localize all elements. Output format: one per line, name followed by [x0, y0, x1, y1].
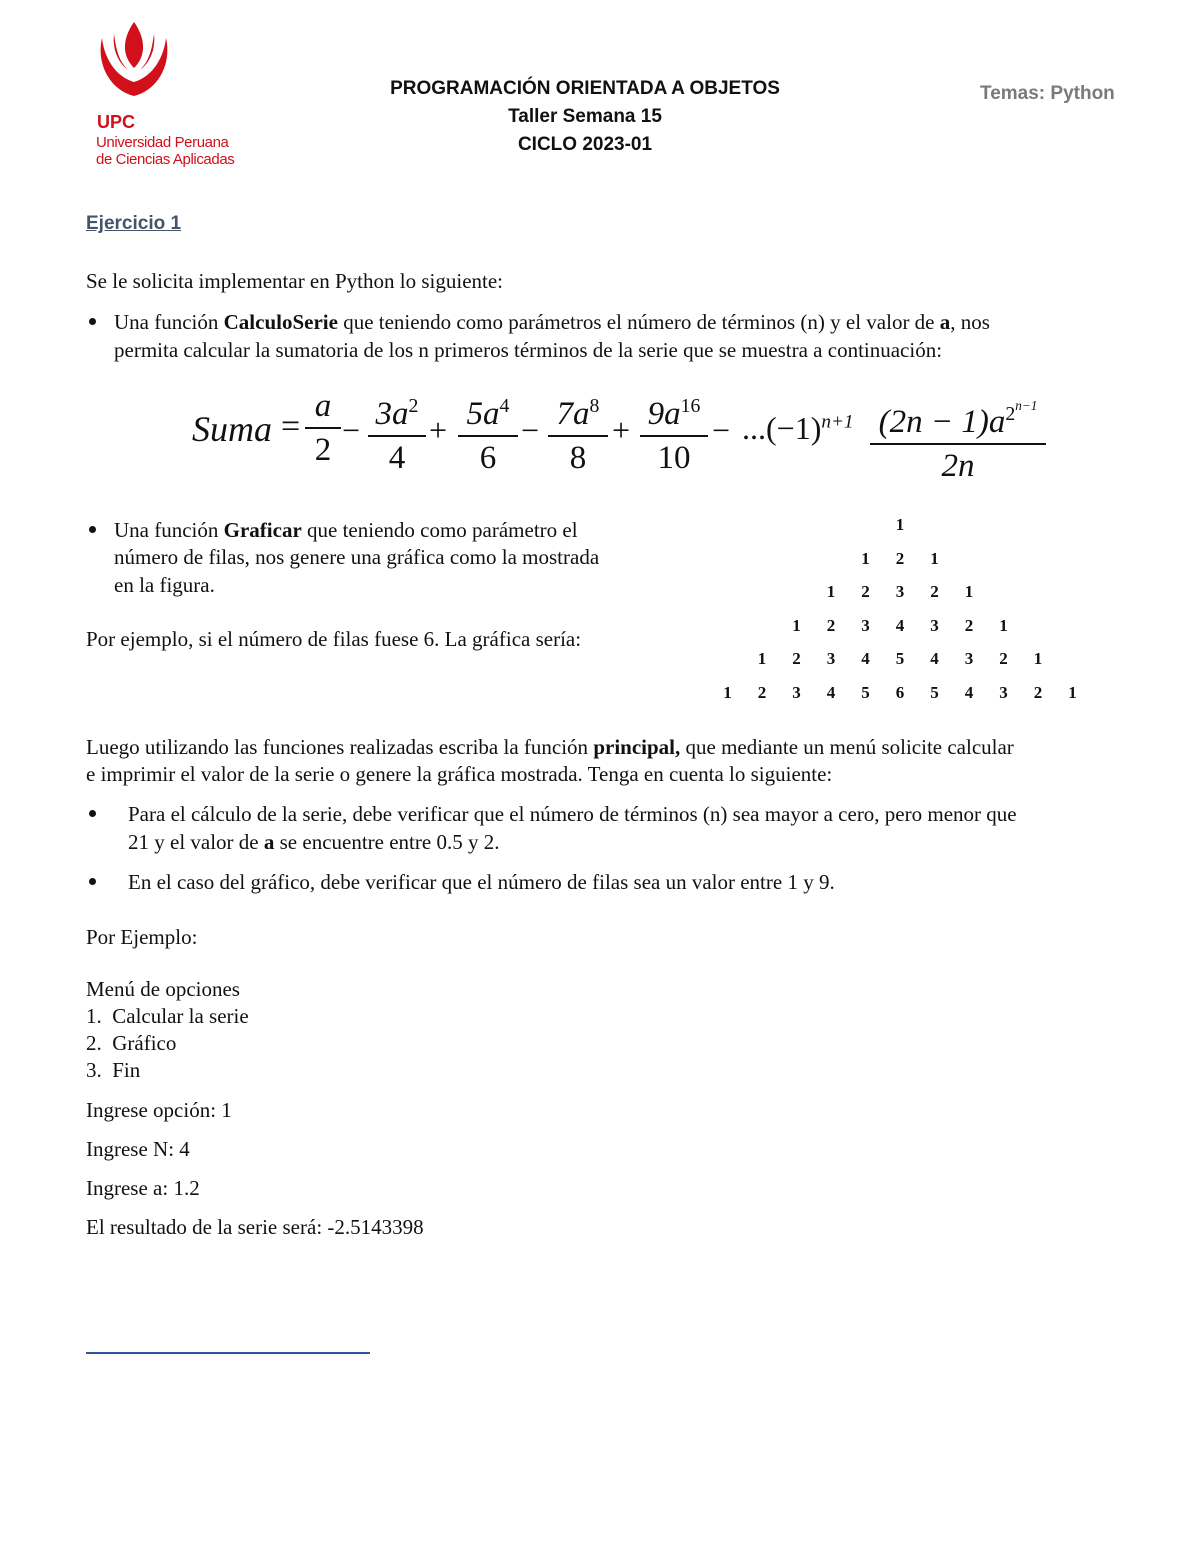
logo-line1: Universidad Peruana: [96, 134, 229, 151]
formula-term-5: [640, 388, 708, 476]
formula-op-5: −: [712, 412, 731, 448]
formula-term-2: [368, 388, 426, 476]
term5-exp: 16: [680, 395, 701, 417]
triangle-number: 3: [999, 682, 1008, 702]
triangle-number: 4: [930, 649, 939, 668]
term3-num: 5a: [466, 396, 500, 432]
formula-op-1: −: [342, 412, 361, 448]
formula-term-3: [458, 388, 518, 476]
triangle-number: 1: [1068, 682, 1077, 702]
io-option: Ingrese opción: 1: [86, 1098, 232, 1122]
triangle-number: 2: [826, 615, 836, 635]
term6-exp2: n−1: [1015, 398, 1038, 413]
rule1-param-a: a: [263, 830, 275, 854]
formula-equals: =: [281, 408, 301, 445]
term6-den: 2n: [941, 448, 975, 484]
example-label: Por Ejemplo:: [86, 925, 198, 949]
triangle-number: 2: [792, 649, 801, 668]
bullet1-pre: Una función: [114, 310, 224, 334]
term5-num: 9a: [647, 396, 681, 432]
logo-acronym: UPC: [97, 112, 136, 132]
bullet1-function-name: CalculoSerie: [223, 310, 338, 334]
triangle-number: 1: [930, 548, 939, 568]
triangle-number: 1: [723, 682, 732, 702]
formula-term-4: [548, 388, 608, 476]
triangle-number: 1: [964, 582, 974, 601]
formula-op-4: +: [612, 412, 631, 448]
triangle-number: 1: [895, 515, 905, 534]
menu-item-grafico: 2. Gráfico: [86, 1031, 177, 1055]
triangle-number: 3: [826, 649, 836, 668]
triangle-number: 1: [826, 582, 836, 601]
triangle-number: 4: [895, 615, 905, 635]
triangle-number: 3: [861, 615, 870, 635]
example-rows-text: Por ejemplo, si el número de filas fuese 6. La gráfica sería:: [86, 627, 582, 651]
io-a: Ingrese a: 1.2: [86, 1176, 200, 1200]
formula-op-2: +: [429, 412, 448, 448]
then-paragraph-line1: [86, 733, 1014, 761]
exercise-intro: Se le solicita implementar en Python lo siguiente:: [86, 269, 504, 293]
exercise-heading: Ejercicio 1: [86, 213, 182, 234]
term4-den: 8: [569, 440, 587, 476]
term3-den: 6: [479, 440, 497, 476]
triangle-number: 2: [930, 582, 939, 601]
triangle-number: 2: [999, 649, 1008, 668]
rule1-line2: [128, 828, 499, 856]
bullet1-mid: que teniendo como parámetros el número de términos (n) y el valor de: [337, 310, 940, 334]
triangle-number: 5: [930, 682, 939, 702]
triangle-number: 2: [964, 615, 974, 635]
bullet2-line1-post: que teniendo como parámetro el: [301, 518, 578, 542]
triangle-number: 1: [861, 548, 870, 568]
triangle-number: 3: [792, 682, 801, 702]
term6-num: (2n − 1)a: [878, 404, 1006, 440]
upc-flame-logo-icon: [94, 16, 174, 108]
bullet-dot: [89, 878, 96, 885]
bullet2-line2: número de filas, nos genere una gráfica como la mostrada: [114, 545, 600, 569]
triangle-number: 4: [861, 649, 870, 668]
formula-ellipsis-exp: n+1: [821, 411, 854, 433]
term2-den: 4: [388, 440, 406, 476]
bullet-calculo-serie: [114, 308, 1124, 336]
triangle-number: 1: [1033, 649, 1043, 668]
term2-num: 3a: [375, 396, 409, 432]
footnote-separator: [86, 1352, 370, 1354]
rule1-pre: 21 y el valor de: [128, 830, 264, 854]
term1-num: a: [314, 388, 332, 424]
term5-den: 10: [657, 440, 691, 476]
doc-subtitle: Taller Semana 15: [508, 106, 662, 127]
rule2: En el caso del gráfico, debe verificar que el número de filas sea un valor entre 1 y 9.: [128, 870, 835, 894]
bullet2-pre: Una función: [114, 518, 224, 542]
formula-ellipsis-text: ...(−1): [742, 410, 822, 446]
term3-exp: 4: [499, 395, 510, 417]
formula-term-general: [870, 388, 1046, 484]
io-result: El resultado de la serie será: -2.5143398: [86, 1215, 424, 1239]
triangle-number: 5: [895, 649, 905, 668]
triangle-number: 4: [964, 682, 974, 702]
then-pre: Luego utilizando las funciones realizadas escriba la función: [86, 735, 594, 759]
triangle-number: 2: [757, 682, 767, 702]
bullet2-function-name: Graficar: [223, 518, 302, 542]
rule1-post: se encuentre entre 0.5 y 2.: [274, 830, 500, 854]
doc-title: PROGRAMACIÓN ORIENTADA A OBJETOS: [390, 78, 780, 99]
then-function-name: principal,: [593, 735, 681, 759]
bullet-dot: [89, 526, 96, 533]
triangle-number: 2: [1033, 682, 1043, 702]
doc-cycle: CICLO 2023-01: [517, 134, 653, 155]
io-n: Ingrese N: 4: [86, 1137, 190, 1161]
formula-ellipsis: [742, 410, 854, 447]
bullet1-param-a: a: [939, 310, 951, 334]
triangle-number: 1: [757, 649, 767, 668]
term2-exp: 2: [408, 395, 419, 417]
triangle-number: 3: [964, 649, 974, 668]
term4-exp: 8: [589, 395, 600, 417]
then-paragraph-line2: e imprimir el valor de la serie o genere la gráfica mostrada. Tenga en cuenta lo siguiente:: [86, 762, 833, 786]
formula-op-3: −: [521, 412, 540, 448]
then-post: que mediante un menú solicite calcular: [680, 735, 1014, 759]
bullet-graficar: [114, 516, 674, 544]
triangle-number: 6: [895, 682, 905, 702]
rule1-line1: Para el cálculo de la serie, debe verificar que el número de términos (n) sea mayor a cero, pero menor que: [128, 802, 1017, 826]
term4-num: 7a: [556, 396, 590, 432]
bullet1-line2: permita calcular la sumatoria de los n primeros términos de la serie que se muestra a continuación:: [114, 338, 943, 362]
doc-topic: Temas: Python: [980, 83, 1115, 104]
bullet-dot: [89, 810, 96, 817]
menu-item-fin: 3. Fin: [86, 1058, 141, 1082]
triangle-number: 1: [999, 615, 1008, 635]
menu-item-calcular: 1. Calcular la serie: [86, 1004, 249, 1028]
bullet-dot: [89, 318, 96, 325]
bullet1-post: , nos: [950, 310, 990, 334]
formula-term-1: [305, 388, 341, 468]
triangle-number: 3: [930, 615, 939, 635]
triangle-number: 5: [861, 682, 870, 702]
bullet2-line3: en la figura.: [114, 573, 215, 597]
menu-title: Menú de opciones: [86, 977, 240, 1001]
triangle-number: 2: [861, 582, 870, 601]
term1-den: 2: [314, 432, 332, 468]
formula-lhs: Suma: [192, 409, 272, 449]
logo-line2: de Ciencias Aplicadas: [96, 151, 235, 168]
triangle-number: 4: [826, 682, 836, 702]
triangle-number: 3: [895, 582, 905, 601]
triangle-number: 1: [792, 615, 801, 635]
term6-exp: 2: [1005, 403, 1016, 425]
triangle-number: 2: [895, 548, 905, 568]
